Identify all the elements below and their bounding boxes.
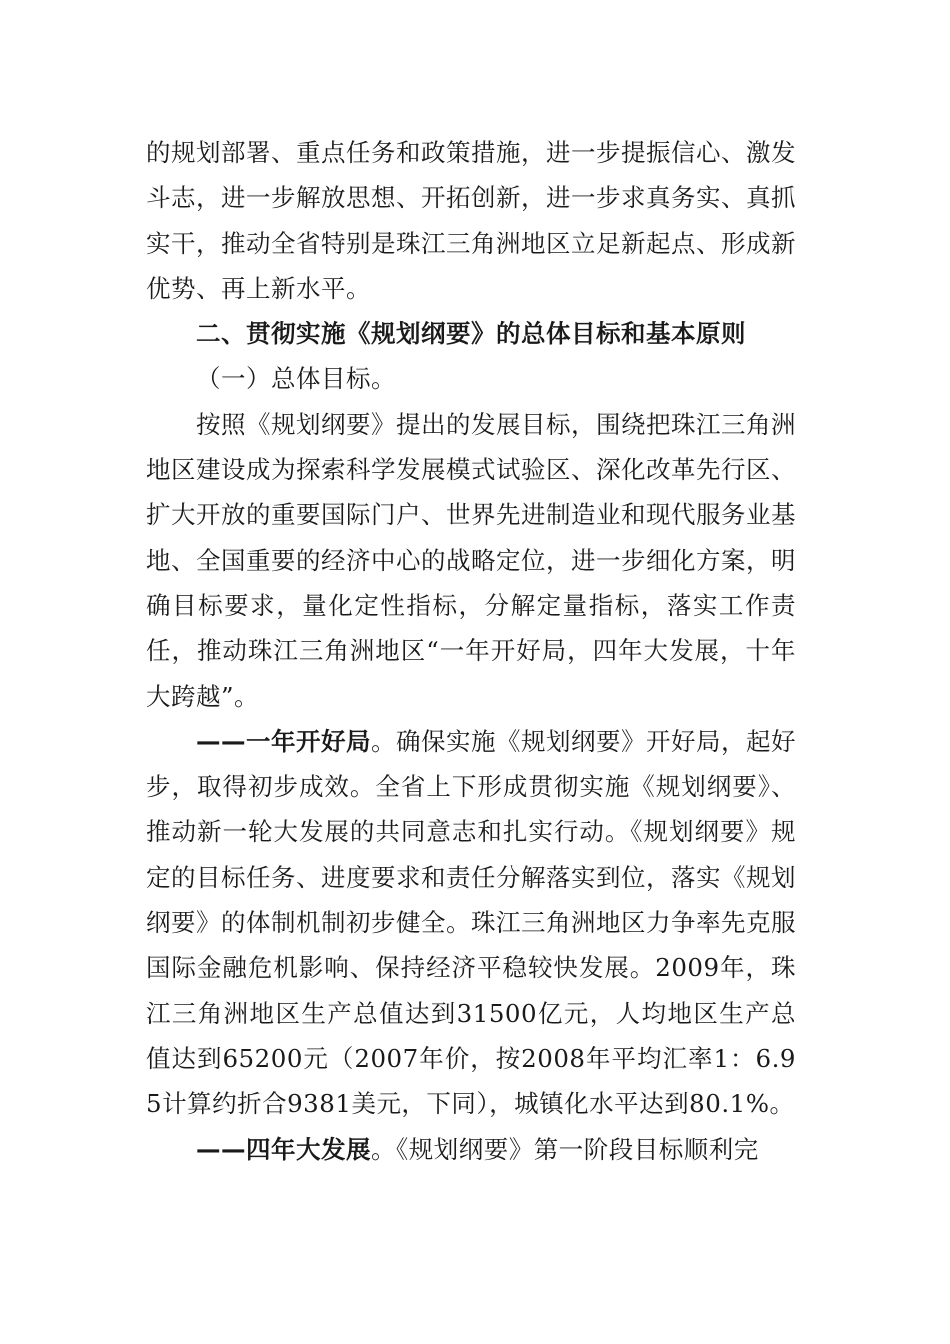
paragraph-overall-goal: 按照《规划纲要》提出的发展目标，围绕把珠江三角洲地区建设成为探索科学发展模式试验区、深化改革先行区、扩大开放的重要国际门户、世界先进制造业和现代服务业基地、全国重要的经济中心的战略定位，进一步细化方案，明确目标要求，量化定性指标，分解定量指标，落实工作责任，推动珠江三角洲地区“一年开好局，四年大发展，十年大跨越”。 <box>146 409 796 711</box>
paragraph-four-years <box>146 1127 796 1172</box>
paragraph-first-year-body: 。确保实施《规划纲要》开好局，起好步，取得初步成效。全省上下形成贯彻实施《规划纲要》、推动新一轮大发展的共同意志和扎实行动。《规划纲要》规定的目标任务、进度要求和责任分解落实到位，落实《规划纲要》的体制机制初步健全。珠江三角洲地区力争率先克服国际金融危机影响、保持经济平稳较快发展。2009年，珠江三角洲地区生产总值达到31500亿元，人均地区生产总值达到65200元（2007年价，按2008年平均汇率1：6.95计算约折合9381美元，下同），城镇化水平达到80.1%。 <box>146 726 796 1119</box>
paragraph-first-year-lead: ——一年开好局 <box>196 726 371 756</box>
document-body <box>146 130 796 1172</box>
subsection-heading: （一）总体目标。 <box>196 364 396 394</box>
section-heading: 二、贯彻实施《规划纲要》的总体目标和基本原则 <box>196 319 746 349</box>
paragraph-four-years-body: 。《规划纲要》第一阶段目标顺利完 <box>371 1134 759 1164</box>
paragraph-four-years-lead: ——四年大发展 <box>196 1134 371 1164</box>
paragraph-intro: 的规划部署、重点任务和政策措施，进一步提振信心、激发斗志，进一步解放思想、开拓创新，进一步求真务实、真抓实干，推动全省特别是珠江三角洲地区立足新起点、形成新优势、再上新水平。 <box>146 138 796 303</box>
paragraph-first-year <box>146 719 796 1127</box>
